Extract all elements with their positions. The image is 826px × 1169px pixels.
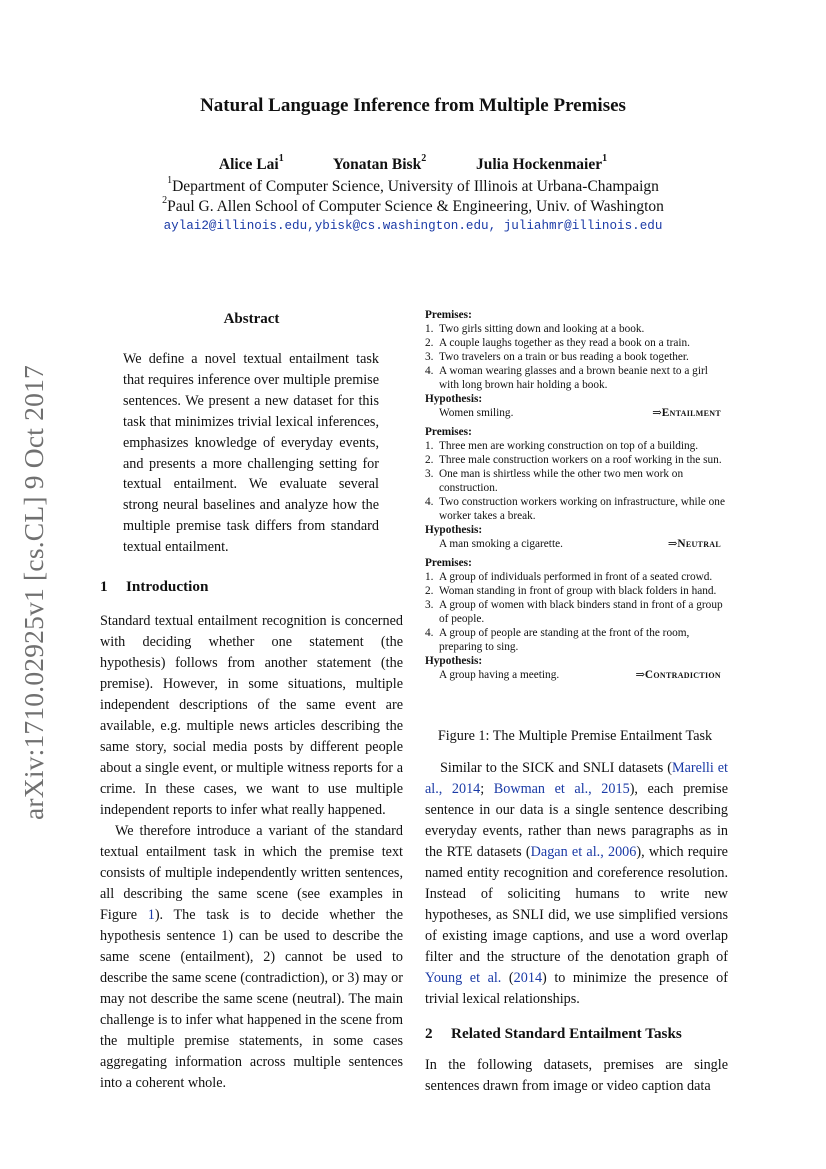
paragraph: In the following datasets, premises are single sentences drawn from image or video caption data	[425, 1057, 728, 1094]
premise-item: 4. A group of people are standing at the front of the room, preparing to sing.	[425, 627, 690, 653]
email-link[interactable]: aylai2@illinois.edu	[163, 219, 308, 233]
section-title: Introduction	[126, 578, 209, 595]
section-number: 2	[425, 1025, 433, 1042]
author-affil-mark: 1	[602, 153, 608, 164]
figure-1	[425, 308, 725, 687]
paragraph: We therefore introduce a variant of the standard textual entailment task in which the premise text consists of multiple independently written sentences, all describing the same scene (see examples in Figure 1). The task is to decide whether the hypothesis sentence 1) can be used to describe the same scene (entailment), 2) cannot be used to describe the same scene (contradiction), or 3) may or may not describe the same scene (neutral). The main challenge is to infer what happened in the scene from the multiple premise statements, in some cases aggregating information across multiple sentences into a coherent whole.	[100, 823, 403, 1091]
email-list: aylai2@illinois.edu,ybisk@cs.washington.edu, juliahmr@illinois.edu	[163, 219, 663, 233]
author-affil-mark: 1	[278, 153, 284, 164]
figure-example	[425, 556, 725, 682]
paragraph: Similar to the SICK and SNLI datasets (Marelli et al., 2014; Bowman et al., 2015), each premise sentence in our data is a single sentence describing everyday events, rather than news paragraphs as in the RTE datasets (Dagan et al., 2006), which require named entity recognition and coreference resolution. Instead of soliciting humans to write new hypotheses, as SNLI did, we use simplified versions of existing image captions, and use a word overlap filter and the structure of the denotation graph of Young et al. (2014) to minimize the presence of trivial lexical relationships.	[425, 760, 728, 1007]
premises-label: Premises:	[425, 309, 472, 321]
abstract-text: We define a novel textual entailment task that requires inference over multiple premise sentences. We present a new dataset for this task that minimizes trivial lexical inferences, emphasizes knowledge of everyday events, and presents a more challenging setting for textual entailment. We evaluate several strong neural baselines and analyze how the multiple premise task differs from standard textual entailment.	[123, 351, 379, 556]
hypothesis-label: Hypothesis:	[425, 524, 483, 536]
author-affil-mark: 2	[421, 153, 427, 164]
section-heading	[425, 1025, 682, 1043]
premise-item: 2. Woman standing in front of group with black folders in hand.	[425, 585, 717, 597]
premise-item: 3. One man is shirtless while the other two men work on construction.	[425, 468, 684, 494]
citation-link[interactable]: Dagan et al., 2006	[530, 844, 637, 860]
affil-text: Paul G. Allen School of Computer Science & Engineering, Univ. of Washington	[167, 198, 664, 215]
section-heading	[100, 578, 208, 596]
affil-text: Department of Computer Science, University of Illinois at Urbana-Champaign	[172, 178, 659, 195]
figure-caption: Figure 1: The Multiple Premise Entailment Task	[437, 728, 713, 744]
relation-label: ⇒Contradiction	[635, 669, 721, 681]
arxiv-stamp: arXiv:1710.02925v1 [cs.CL] 9 Oct 2017	[18, 365, 49, 820]
figure-example	[425, 308, 725, 420]
left-column-body	[100, 611, 403, 1094]
section-title: Related Standard Entailment Tasks	[451, 1025, 682, 1042]
email-link[interactable]: ybisk@cs.washington.edu	[314, 219, 489, 233]
hypothesis-text: A man smoking a cigarette.	[439, 538, 563, 550]
author-name: Alice Lai	[218, 156, 279, 173]
hypothesis-row	[425, 668, 725, 682]
hypothesis-label: Hypothesis:	[425, 655, 483, 667]
email-link[interactable]: juliahmr@illinois.edu	[503, 219, 663, 233]
hypothesis-text: Women smiling.	[439, 407, 514, 419]
premise-item: 1. Three men are working construction on top of a building.	[425, 440, 699, 452]
relation-label: ⇒Neutral	[667, 538, 721, 550]
hypothesis-row	[425, 537, 725, 551]
citation-link[interactable]: Young et al.	[425, 970, 502, 986]
premise-item: 3. Two travelers on a train or bus reading a book together.	[425, 351, 689, 363]
premises-label: Premises:	[425, 557, 472, 569]
paper-title: Natural Language Inference from Multiple Premises	[200, 95, 626, 116]
figure-example	[425, 425, 725, 551]
premise-item: 2. A couple laughs together as they read a book on a train.	[425, 337, 690, 349]
affiliation-1	[0, 175, 826, 196]
premise-item: 1. Two girls sitting down and looking at a book.	[425, 323, 645, 335]
premises-label: Premises:	[425, 426, 472, 438]
hypothesis-text: A group having a meeting.	[439, 669, 560, 681]
hypothesis-row	[425, 406, 725, 420]
author-list	[0, 153, 826, 174]
section-number: 1	[100, 578, 108, 595]
citation-link[interactable]: Bowman et al., 2015	[493, 781, 630, 797]
premise-item: 4. Two construction workers working on infrastructure, while one worker takes a break.	[425, 496, 725, 522]
premise-item: 1. A group of individuals performed in front of a seated crowd.	[425, 571, 713, 583]
premise-item: 3. A group of women with black binders stand in front of a group of people.	[425, 599, 723, 625]
abstract-heading: Abstract	[223, 311, 280, 327]
author-name: Yonatan Bisk	[332, 156, 422, 173]
citation-link[interactable]: Marelli et al., 2014	[425, 760, 728, 797]
citation-link[interactable]: 2014	[513, 970, 543, 986]
affiliation-2	[0, 195, 826, 216]
premise-item: 4. A woman wearing glasses and a brown beanie next to a girl with long brown hair holding a book.	[425, 365, 708, 391]
paragraph: Standard textual entailment recognition is concerned with deciding whether one statement (the hypothesis) follows from another statement (the premise). However, in some situations, multiple independent descriptions of the same event are available, e.g. multiple news articles describing the same story, social media posts by different people about a single event, or multiple witness reports for a crime. In these cases, we want to use multiple independent reports to infer what really happened.	[100, 613, 403, 818]
affil-mark: 2	[162, 195, 168, 206]
relation-label: ⇒Entailment	[652, 407, 721, 419]
premise-item: 2. Three male construction workers on a roof working in the sun.	[425, 454, 722, 466]
right-column-body	[425, 758, 728, 1010]
hypothesis-label: Hypothesis:	[425, 393, 483, 405]
right-column-body-2	[425, 1055, 728, 1097]
affil-mark: 1	[167, 175, 173, 186]
figure-ref-link[interactable]: 1	[147, 907, 155, 923]
author-name: Julia Hockenmaier	[475, 156, 603, 173]
